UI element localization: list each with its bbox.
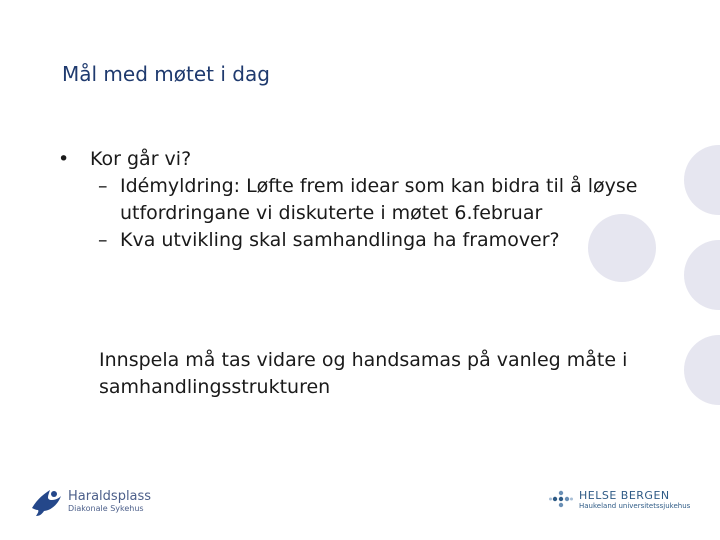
bullet-list — [58, 146, 658, 254]
decor-circle — [684, 145, 720, 215]
bullet-marker: • — [58, 148, 70, 170]
slide-title: Mål med møtet i dag — [62, 62, 270, 86]
sub-bullet-text: Kva utvikling skal samhandlinga ha framover? — [120, 229, 560, 251]
right-logo-subtitle: Haukeland universitetssjukehus — [579, 502, 691, 510]
decor-circle — [684, 240, 720, 310]
left-logo-subtitle: Diakonale Sykehus — [68, 504, 144, 513]
dash-marker: – — [98, 175, 108, 197]
note-text: Innspela må tas vidare og handsamas på vanleg måte i samhandlingsstrukturen — [99, 349, 628, 398]
decor-circle — [684, 335, 720, 405]
decor-circle — [588, 214, 656, 282]
sub-bullet-text: Idémyldring: Løfte frem idear som kan bidra til å løyse utfordringane vi diskuterte i møtet 6.februar — [120, 175, 638, 224]
bullet-item — [58, 146, 658, 173]
sub-bullet-item — [58, 173, 658, 227]
dot-cross-icon — [548, 490, 574, 510]
dove-icon — [30, 486, 62, 518]
left-logo-name: Haraldsplass — [68, 489, 152, 504]
dash-marker: – — [98, 229, 108, 251]
haraldsplass-logo — [30, 486, 151, 518]
sub-bullet-item — [58, 227, 658, 254]
right-logo-name: HELSE BERGEN — [579, 489, 670, 502]
bullet-text: Kor går vi? — [90, 148, 192, 170]
helse-bergen-logo — [548, 489, 690, 511]
